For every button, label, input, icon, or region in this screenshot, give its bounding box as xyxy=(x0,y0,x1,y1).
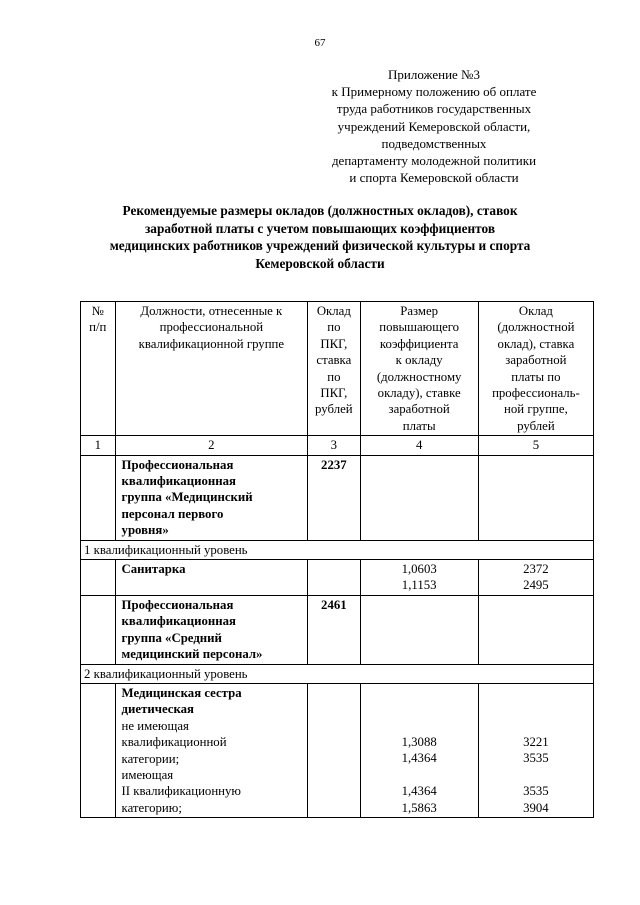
header-positions: Должности, отнесенные к профессиональной квалификационной группе xyxy=(115,302,308,436)
appendix-block xyxy=(300,66,568,186)
group-row xyxy=(81,455,594,540)
group-row xyxy=(81,595,594,664)
salary-cell: 2372 2495 xyxy=(478,560,593,596)
salary-cell: 3221 3535 3535 3904 xyxy=(478,683,593,817)
column-number: 5 xyxy=(478,436,593,455)
level-label: 1 квалификационный уровень xyxy=(81,540,594,559)
table-header-row xyxy=(81,302,594,436)
position-name: Санитарка xyxy=(115,560,308,596)
column-number: 3 xyxy=(308,436,360,455)
level-row xyxy=(81,540,594,559)
appendix-line: департаменту молодежной политики xyxy=(331,153,537,169)
group-name: Профессиональная квалификационная группа «Средний медицинский персонал» xyxy=(115,595,308,664)
coefficient-cell: 1,0603 1,1153 xyxy=(360,560,478,596)
column-number: 2 xyxy=(115,436,308,455)
coefficient-cell: 1,3088 1,4364 1,4364 1,5863 xyxy=(360,683,478,817)
header-base-salary: Оклад по ПКГ, ставка по ПКГ, рублей xyxy=(308,302,360,436)
column-number-row xyxy=(81,436,594,455)
appendix-line: труда работников государственных xyxy=(336,101,532,117)
position-title: Медицинская сестра xyxy=(121,685,242,700)
group-name: Профессиональная квалификационная группа «Медицинский персонал первого уровня» xyxy=(115,455,308,540)
group-salary: 2237 xyxy=(308,455,360,540)
group-salary: 2461 xyxy=(308,595,360,664)
appendix-line: учреждений Кемеровской области, xyxy=(337,118,531,134)
table-row xyxy=(81,683,594,817)
position-title: диетическая xyxy=(121,702,194,717)
position-cell: Медицинская сестра диетическая не имеющая квалификационной категории; имеющая II квалификационную категорию; xyxy=(115,683,308,817)
header-coefficient: Размер повышающего коэффициента к окладу (должностному окладу), ставке заработной платы xyxy=(360,302,478,436)
document-title xyxy=(70,202,570,272)
title-line: Рекомендуемые размеры окладов (должностных окладов), ставок xyxy=(122,203,518,218)
title-line: медицинских работников учреждений физической культуры и спорта xyxy=(109,238,531,253)
column-number: 1 xyxy=(81,436,116,455)
level-row xyxy=(81,664,594,683)
appendix-line: и спорта Кемеровской области xyxy=(349,170,519,186)
appendix-line: подведомственных xyxy=(381,135,487,151)
appendix-line: Приложение №3 xyxy=(388,67,480,82)
title-line: Кемеровской области xyxy=(255,255,385,271)
appendix-line: к Примерному положению об оплате xyxy=(331,84,537,100)
table-row xyxy=(81,560,594,596)
header-number: № п/п xyxy=(81,302,116,436)
salary-table xyxy=(80,301,594,818)
column-number: 4 xyxy=(360,436,478,455)
title-line: заработной платы с учетом повышающих коэффициентов xyxy=(144,220,496,236)
level-label: 2 квалификационный уровень xyxy=(81,664,594,683)
page-number: 67 xyxy=(314,37,326,49)
header-resulting-salary: Оклад (должностной оклад), ставка заработной платы по профессиональ- ной группе, рублей xyxy=(478,302,593,436)
